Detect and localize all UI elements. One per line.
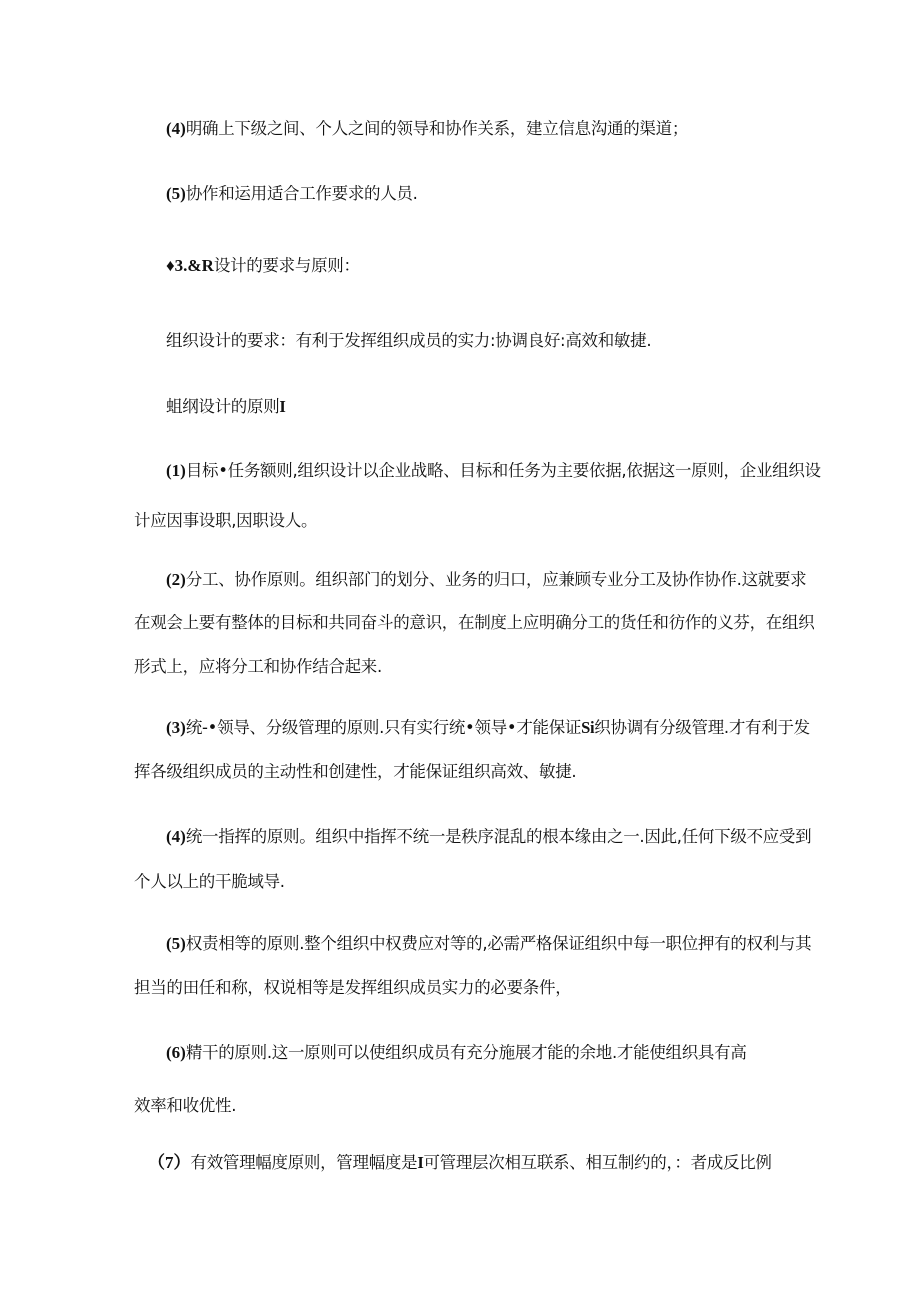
item-number: (4) <box>166 119 186 138</box>
principle-5-continuation <box>134 977 571 999</box>
inline-bold-text: Si <box>581 718 595 737</box>
principle-4-continuation <box>134 871 285 893</box>
inline-bold-text: I <box>417 1153 424 1172</box>
paragraph-text: 个人以上的干脆域导. <box>134 872 285 891</box>
item-number: (4) <box>166 827 186 846</box>
paragraph-text: 形式上，应将分工和协作结合起来. <box>134 657 382 676</box>
paragraph-text: 计应因事设职,因职设人。 <box>134 511 318 530</box>
item-number: (1) <box>166 461 186 480</box>
item-number: (5) <box>166 934 186 953</box>
paragraph-text: 效率和收优性. <box>134 1096 237 1115</box>
item-number: (3) <box>166 718 186 737</box>
principle-2-line <box>166 569 806 591</box>
paragraph-text: 在观会上要有整体的目标和共同奋斗的意识，在制度上应明确分工的货任和彷作的义芬，在组织 <box>134 613 815 632</box>
heading-suffix: I <box>279 397 286 416</box>
item-text: 精干的原则.这一原则可以使组织成员有充分施展才能的余地.才能使组织具有高 <box>185 1043 747 1062</box>
item-text: 统一指挥的原则。组织中指挥不统一是秩序混乱的根本缘由之一.因此,任何下级不应受到 <box>185 827 812 846</box>
item-text-rest: 可管理层次相互联系、相互制约的，：者成反比例 <box>423 1153 772 1172</box>
design-requirements-line <box>166 330 651 352</box>
principle-1-continuation <box>134 510 317 532</box>
item-number: (2) <box>166 570 186 589</box>
principle-1-line <box>166 460 821 482</box>
item-number: （7） <box>148 1153 191 1172</box>
item-text: 协作和运用适合工作要求的人员. <box>185 184 418 203</box>
principle-6-continuation <box>134 1095 236 1117</box>
paragraph-text: 蛆纲设计的原则 <box>166 397 280 416</box>
paragraph-text: 组织设计的要求：有利于发挥组织成员的实力:协调良好:高效和敏捷. <box>166 331 652 350</box>
principle-4-line <box>166 826 811 848</box>
principle-5-line <box>166 933 811 955</box>
item-text: 权责相等的原则.整个组织中权费应对等的,必需严格保证组织中每一职位押有的权利与其 <box>185 934 812 953</box>
principle-2-continuation <box>134 612 814 634</box>
section-number: ♦3.&R <box>166 256 214 275</box>
item-text: 明确上下级之间、个人之间的领导和协作关系，建立信息沟通的渠道； <box>185 119 689 138</box>
principle-6-line <box>166 1042 747 1064</box>
principle-7-line <box>148 1152 772 1174</box>
item-text: 分工、协作原则。组织部门的划分、业务的归口，应兼顾专业分工及协作协作.这就要求 <box>185 570 807 589</box>
item-4-line <box>166 118 688 140</box>
paragraph-text: 挥各级组织成员的主动性和创建性，才能保证组织高效、敏捷. <box>134 762 577 781</box>
item-5-line <box>166 183 418 205</box>
item-text: 目标•任务额则,组织设计以企业战略、目标和任务为主要依据,依据这一原则，企业组织设 <box>185 461 821 480</box>
paragraph-text: 担当的田任和称，权说相等是发挥组织成员实力的必要条件， <box>134 978 572 997</box>
principle-2-continuation <box>134 656 382 678</box>
item-number: (6) <box>166 1043 186 1062</box>
section-heading <box>166 255 360 277</box>
item-text-rest: 织协调有分级管理.才有利于发 <box>594 718 810 737</box>
design-principles-heading <box>166 396 286 418</box>
item-text: 统-•领导、分级管理的原则.只有实行统•领导•才能保证 <box>185 718 582 737</box>
item-number: (5) <box>166 184 186 203</box>
principle-3-continuation <box>134 761 576 783</box>
principle-3-line <box>166 717 810 739</box>
item-text: 有效管理幅度原则，管理幅度是 <box>190 1153 418 1172</box>
section-title: 设计的要求与原则： <box>213 256 360 275</box>
